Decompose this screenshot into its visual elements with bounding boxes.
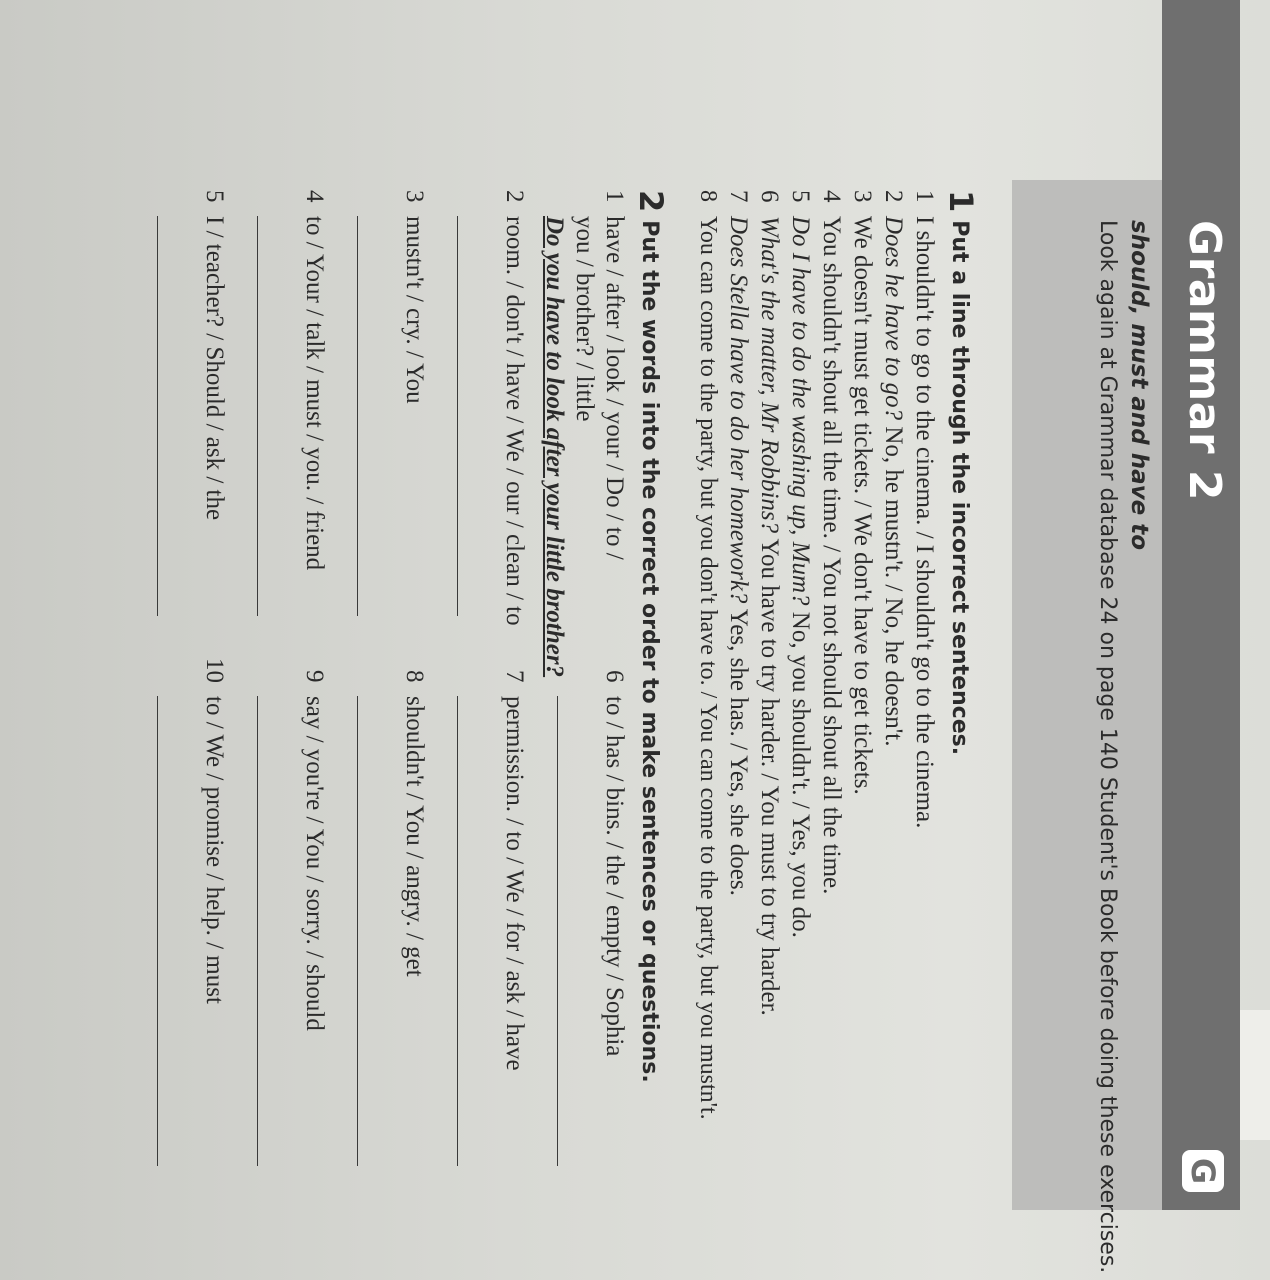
answer-line[interactable] <box>457 216 458 616</box>
item-text: No, he mustn't. / No, he doesn't. <box>880 420 907 747</box>
item-text: You can come to the party, but you don't have to. / You can come to the party, but you mustn't. <box>695 216 721 1120</box>
item-italic: Does he have to go? <box>880 216 907 421</box>
item-text: You shouldn't shout all the time. / You not should shout all the time. <box>818 216 845 895</box>
item-text: We doesn't must get tickets. / We don't have to get tickets. <box>849 216 876 795</box>
item-number: 3 <box>401 190 428 203</box>
exercise-2-example-answer <box>540 216 568 677</box>
item-text: permission. / to / We / for / ask / have <box>501 696 528 1071</box>
exercise-2-item <box>600 190 628 560</box>
exercise-1-number: 1 <box>942 190 980 213</box>
item-text: to / Your / talk / must / you. / friend <box>301 216 328 571</box>
answer-line[interactable] <box>257 696 258 1166</box>
exercise-2-item <box>200 190 228 520</box>
item-number: 7 <box>501 670 528 683</box>
example-answer: Do you have to look after your little brother? <box>541 216 568 678</box>
item-number: 8 <box>401 670 428 683</box>
answer-line[interactable] <box>457 696 458 1166</box>
item-text: Yes, she has. / Yes, she does. <box>725 603 752 896</box>
item-text: I / teacher? / Should / ask / the <box>201 216 228 521</box>
item-number: 1 <box>601 190 628 203</box>
exercise-1-item <box>910 190 938 828</box>
intro-instruction-text: Look again at Grammar database 24 on page 140 Student's Book before doing these exercises. <box>1095 220 1120 1274</box>
exercise-2-item <box>500 670 528 1071</box>
item-text: say / you're / You / sorry. / should <box>301 696 328 1031</box>
exercise-1-item <box>724 190 752 896</box>
answer-line[interactable] <box>157 216 158 616</box>
exercise-2-number: 2 <box>632 190 670 213</box>
item-number: 4 <box>818 190 845 203</box>
item-number: 5 <box>787 190 814 203</box>
exercise-2-title: Put the words into the correct order to make sentences or questions. <box>637 220 662 1083</box>
item-number: 8 <box>695 190 721 202</box>
item-text: to / has / bins. / the / empty / Sophia <box>601 696 628 1057</box>
item-italic: What's the matter, Mr Robbins? <box>756 216 783 534</box>
item-text: No, you shouldn't. / Yes, you do. <box>787 605 814 938</box>
item-number: 3 <box>849 190 876 203</box>
topic-title: should, must and have to <box>1126 220 1152 551</box>
item-text: to / We / promise / help. / must <box>201 696 228 1004</box>
header-band <box>1162 0 1240 1210</box>
item-number: 5 <box>201 190 228 203</box>
answer-line[interactable] <box>357 216 358 616</box>
answer-line[interactable] <box>157 696 158 1166</box>
exercise-1-item <box>786 190 814 938</box>
item-text: mustn't / cry. / You <box>401 216 428 404</box>
exercise-2-heading <box>632 190 670 1083</box>
exercise-1-item <box>817 190 845 894</box>
answer-line[interactable] <box>257 216 258 616</box>
exercise-1-item <box>694 190 721 1120</box>
exercise-2-item <box>600 670 628 1056</box>
exercise-1-item <box>848 190 876 795</box>
exercise-2-item <box>200 658 228 1004</box>
exercise-2-item-continued <box>570 216 598 422</box>
exercise-2-item <box>500 190 528 626</box>
item-text: You have to try harder. / You must to try harder. <box>756 533 783 1016</box>
item-number: 6 <box>756 190 783 203</box>
answer-line[interactable] <box>357 696 358 1166</box>
item-text: you / brother? / little <box>571 216 598 422</box>
item-number: 6 <box>601 670 628 683</box>
exercise-1-title: Put a line through the incorrect sentences. <box>947 220 972 756</box>
item-number: 7 <box>725 190 752 203</box>
exercise-1-item <box>755 190 783 1016</box>
item-number: 9 <box>301 670 328 683</box>
item-number: 10 <box>201 658 228 683</box>
item-number: 2 <box>501 190 528 203</box>
item-italic: Does Stella have to do her homework? <box>725 216 752 604</box>
exercise-2-item <box>300 670 328 1031</box>
exercise-2-item <box>300 190 328 570</box>
grammar-badge-icon: G <box>1182 1150 1224 1192</box>
item-number: 1 <box>911 190 938 203</box>
item-text: I shouldn't to go to the cinema. / I shouldn't go to the cinema. <box>911 216 938 829</box>
item-number: 4 <box>301 190 328 203</box>
exercise-1-item <box>879 190 907 746</box>
exercise-2-item <box>400 190 428 404</box>
exercise-2-item <box>400 670 428 977</box>
item-text: room. / don't / have / We / our / clean / to <box>501 216 528 626</box>
item-text: shouldn't / You / angry. / get <box>401 696 428 977</box>
page-title: Grammar 2 <box>1179 220 1230 502</box>
intro-instruction <box>1095 220 1120 1273</box>
item-italic: Do I have to do the washing up, Mum? <box>787 216 814 606</box>
item-number: 2 <box>880 190 907 203</box>
item-text: have / after / look / your / Do / to / <box>601 216 628 560</box>
exercise-1-heading <box>942 190 980 755</box>
answer-line[interactable] <box>557 696 558 1166</box>
